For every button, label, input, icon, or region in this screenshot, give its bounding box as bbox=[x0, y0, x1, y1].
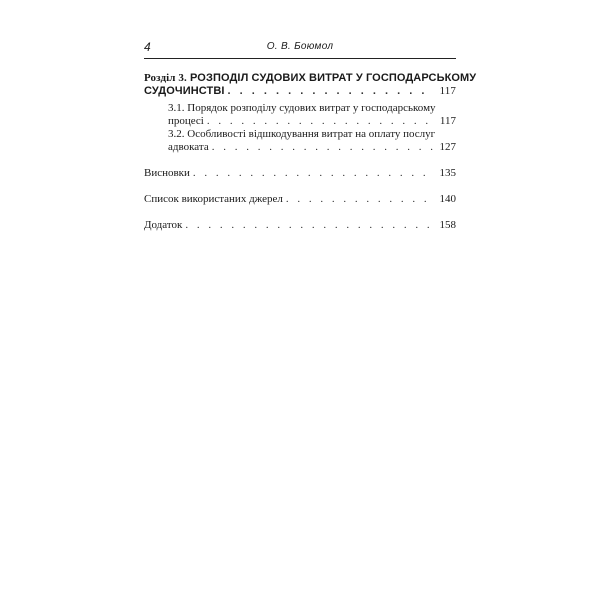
toc-entry-conclusions bbox=[144, 167, 456, 180]
toc-page-ref: 140 bbox=[439, 193, 456, 205]
toc-subsection-3-1 bbox=[144, 102, 456, 128]
page-number: 4 bbox=[144, 40, 151, 54]
toc-leader-dots bbox=[193, 167, 433, 180]
toc-page-ref: 158 bbox=[439, 219, 456, 231]
toc-section-title-line2 bbox=[144, 85, 456, 98]
toc-page-ref: 117 bbox=[439, 115, 456, 127]
toc-page-ref: 135 bbox=[439, 167, 456, 179]
toc-section-title-cont: СУДОЧИНСТВІ bbox=[144, 85, 225, 97]
toc-entry-line bbox=[144, 167, 456, 180]
toc-subsection-3-2 bbox=[144, 128, 456, 154]
toc-leader-dots bbox=[185, 219, 433, 232]
toc-leader-dots bbox=[212, 141, 433, 154]
table-of-contents bbox=[144, 72, 477, 232]
running-title: О. В. Боюмол bbox=[266, 41, 334, 52]
toc-entry-references bbox=[144, 193, 456, 206]
toc-entry-appendix bbox=[144, 219, 456, 232]
toc-section-3 bbox=[144, 72, 477, 98]
toc-leader-dots bbox=[228, 85, 433, 98]
toc-subsection-line2 bbox=[168, 141, 456, 154]
toc-section-title-line1 bbox=[144, 72, 477, 85]
toc-section-title: РОЗПОДІЛ СУДОВИХ ВИТРАТ У ГОСПОДАРСЬКОМУ bbox=[190, 72, 477, 84]
toc-entry-line bbox=[144, 219, 456, 232]
toc-leader-dots bbox=[286, 193, 433, 206]
toc-page-ref: 117 bbox=[439, 85, 456, 97]
toc-entry-label: Додаток bbox=[144, 219, 183, 231]
page-header bbox=[144, 40, 456, 59]
toc-subsection-line2-text: процесі bbox=[168, 115, 204, 127]
toc-entry-label: Висновки bbox=[144, 167, 190, 179]
toc-leader-dots bbox=[207, 115, 433, 128]
toc-subsection-line1: 3.1. Порядок розподілу судових витрат у господарському bbox=[168, 102, 436, 114]
toc-page-ref: 127 bbox=[439, 141, 456, 153]
toc-section-prefix: Розділ 3. bbox=[144, 72, 187, 84]
toc-subsection-line2-text: адвоката bbox=[168, 141, 209, 153]
toc-entry-line bbox=[144, 193, 456, 206]
toc-subsection-line2 bbox=[168, 115, 456, 128]
toc-entry-label: Список використаних джерел bbox=[144, 193, 283, 205]
toc-subsection-line1: 3.2. Особливості відшкодування витрат на оплату послуг bbox=[168, 128, 436, 140]
